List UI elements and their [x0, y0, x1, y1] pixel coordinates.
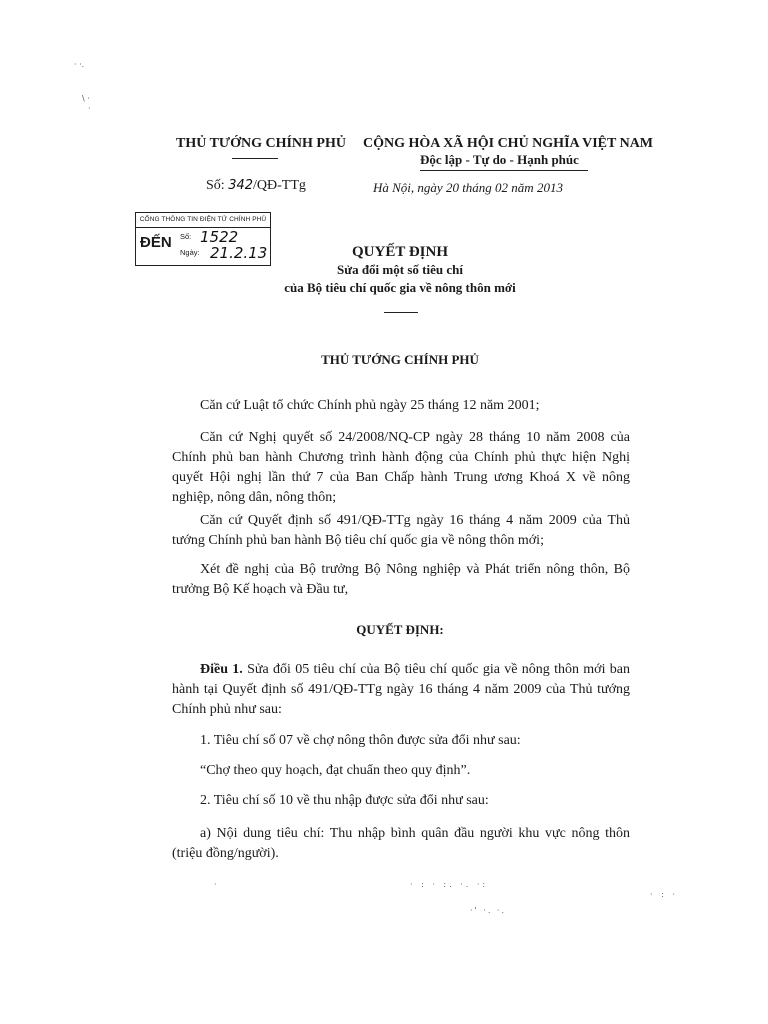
scan-speck: · [88, 104, 91, 113]
preamble-paragraph: Căn cứ Luật tổ chức Chính phủ ngày 25 tháng 12 năm 2001; [200, 398, 540, 413]
scan-speck: ·' ·. ·. [470, 906, 506, 915]
decision-subtitle-2: của Bộ tiêu chí quốc gia về nông thôn mới [284, 280, 516, 295]
number-label: Số: [206, 178, 225, 193]
list-item: a) Nội dung tiêu chí: Thu nhập bình quân đầu người khu vực nông thôn (triệu đồng/người). [172, 826, 630, 861]
list-item: 1. Tiêu chí số 07 về chợ nông thôn được sửa đổi như sau: [200, 733, 521, 748]
stamp-den-label: ĐẾN [140, 234, 172, 251]
scan-speck: · [214, 880, 217, 889]
article-1-text: Sửa đổi 05 tiêu chí của Bộ tiêu chí quốc gia về nông thôn mới ban hành tại Quyết định số 491/QĐ-TTg ngày 16 tháng 4 năm 2009 của Thủ tướng Chính phủ như sau: [172, 662, 630, 717]
received-stamp [135, 212, 271, 266]
preamble-paragraph: Xét đề nghị của Bộ trưởng Bộ Nông nghiệp và Phát triển nông thôn, Bộ trưởng Bộ Kế hoạch và Đầu tư, [172, 562, 630, 597]
article-1-label: Điều 1. [200, 662, 243, 677]
stamp-ngay-label: Ngày: [180, 248, 200, 257]
preamble-paragraph: Căn cứ Nghị quyết số 24/2008/NQ-CP ngày 28 tháng 10 năm 2008 của Chính phủ ban hành Chương trình hành động của Chính phủ thực hiện Nghị quyết Hội nghị lần thứ 7 của Ban Chấp hành Trung ương Khoá X về nông nghiệp, nông dân, nông thôn; [172, 430, 630, 505]
stamp-so-value: 1522 [200, 228, 239, 246]
national-motto: Độc lập - Tự do - Hạnh phúc [420, 152, 579, 167]
document-number [206, 178, 306, 194]
preamble-paragraph: Căn cứ Quyết định số 491/QĐ-TTg ngày 16 tháng 4 năm 2009 của Thủ tướng Chính phủ ban hành Bộ tiêu chí quốc gia về nông thôn mới; [172, 513, 630, 548]
country-heading: CỘNG HÒA XÃ HỘI CHỦ NGHĨA VIỆT NAM [363, 136, 654, 151]
place-date: Hà Nội, ngày 20 tháng 02 năm 2013 [373, 180, 563, 195]
list-item: 2. Tiêu chí số 10 về thu nhập được sửa đổi như sau: [200, 793, 489, 808]
scan-speck: · ·. [74, 60, 85, 69]
authority-heading: THỦ TƯỚNG CHÍNH PHỦ [176, 136, 346, 151]
article-1 [172, 660, 630, 720]
issuer-heading: THỦ TƯỚNG CHÍNH PHỦ [321, 352, 479, 367]
stamp-ngay-value: 21.2.13 [210, 244, 268, 262]
stamp-heading: CỔNG THÔNG TIN ĐIỆN TỬ CHÍNH PHỦ [136, 213, 270, 228]
authority-underline [232, 158, 278, 159]
scan-speck: · : · [650, 890, 678, 899]
title-rule [384, 312, 418, 313]
list-item: “Chợ theo quy hoạch, đạt chuẩn theo quy định”. [200, 763, 471, 778]
scan-speck: · : · :. ·. ·: [410, 880, 489, 889]
number-suffix: /QĐ-TTg [253, 178, 306, 193]
handwritten-number: 342 [228, 178, 254, 193]
stamp-so-label: Số: [180, 232, 192, 241]
decision-heading: QUYẾT ĐỊNH: [356, 622, 444, 637]
motto-underline [420, 170, 588, 171]
decision-subtitle-1: Sửa đổi một số tiêu chí [337, 262, 463, 277]
decision-title: QUYẾT ĐỊNH [352, 244, 448, 260]
scan-speck: \ · [82, 94, 90, 103]
